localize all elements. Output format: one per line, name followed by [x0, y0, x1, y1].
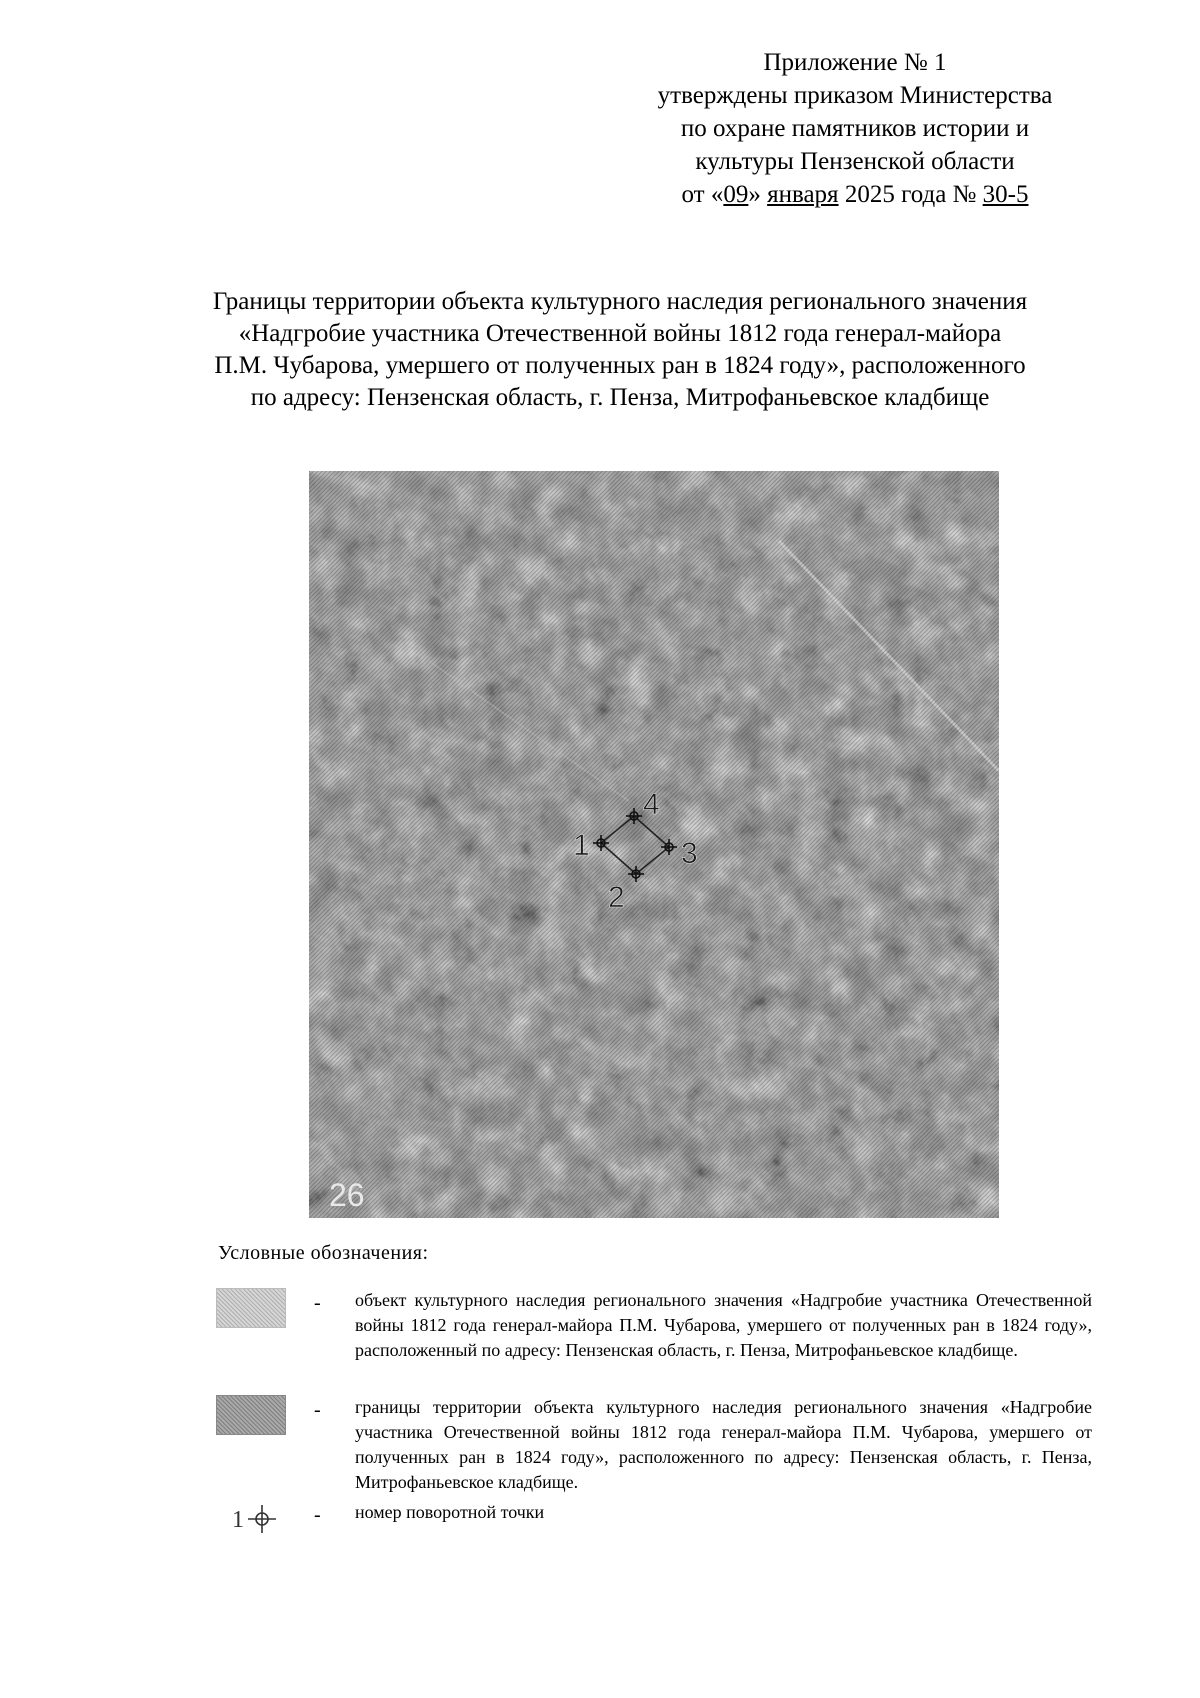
order-day: 09	[723, 181, 749, 208]
satellite-map	[309, 471, 999, 1218]
point-label-4: 4	[643, 788, 660, 821]
legend-dash: -	[314, 1292, 321, 1314]
appendix-ministry: по охране памятников истории и	[680, 115, 1030, 142]
appendix-order-date	[620, 178, 1090, 211]
legend-dash: -	[314, 1399, 321, 1421]
object-swatch-icon	[216, 1288, 286, 1328]
boundary-swatch-icon	[216, 1395, 286, 1435]
title-line-1: Границы территории объекта культурного наследия регионального значения	[212, 288, 1028, 315]
legend-text-boundary: границы территории объекта культурного наследия регионального значения «Надгробие участника Отечественной войны 1812 года генерал-майора П.М. Чубарова, умершего от полученных ран в 1824 году», расположенного по адресу: Пензенская область, г. Пенза, Митрофаньевское кладбище.	[355, 1397, 1092, 1492]
point-label-1: 1	[573, 829, 590, 862]
map-image	[309, 471, 999, 1218]
title-line-2: «Надгробие участника Отечественной войны 1812 года генерал-майора	[238, 320, 1002, 347]
order-number: 30-5	[982, 181, 1029, 208]
appendix-header	[620, 46, 1090, 211]
appendix-region: культуры Пензенской области	[695, 148, 1015, 175]
title-line-4: по адресу: Пензенская область, г. Пенза, Митрофаньевское кладбище	[250, 384, 990, 411]
point-label-2: 2	[608, 881, 625, 914]
turning-point-icon	[216, 1500, 284, 1538]
point-label-3: 3	[681, 837, 698, 870]
legend-text-object: объект культурного наследия регионального значения «Надгробие участника Отечественной войны 1812 года генерал-майора П.М. Чубарова, умершего от полученных ран в 1824 году», расположенный по адресу: Пензенская область, г. Пенза, Митрофаньевское кладбище.	[355, 1290, 1092, 1360]
legend-point-number: 1	[232, 1507, 244, 1533]
title-line-3: П.М. Чубарова, умершего от полученных ран в 1824 году», расположенного	[214, 352, 1026, 379]
legend-text-point: номер поворотной точки	[355, 1502, 545, 1522]
legend-title: Условные обозначения:	[218, 1242, 429, 1264]
date-year: 2025 года №	[838, 181, 983, 208]
document-title	[150, 286, 1090, 414]
appendix-approved: утверждены приказом Министерства	[657, 82, 1053, 109]
date-prefix: от «	[681, 181, 724, 208]
order-month: января	[767, 181, 839, 208]
map-sheet-label: 26	[329, 1177, 365, 1213]
appendix-number: Приложение № 1	[763, 49, 947, 76]
legend-dash: -	[314, 1504, 321, 1526]
date-mid: »	[748, 181, 768, 208]
